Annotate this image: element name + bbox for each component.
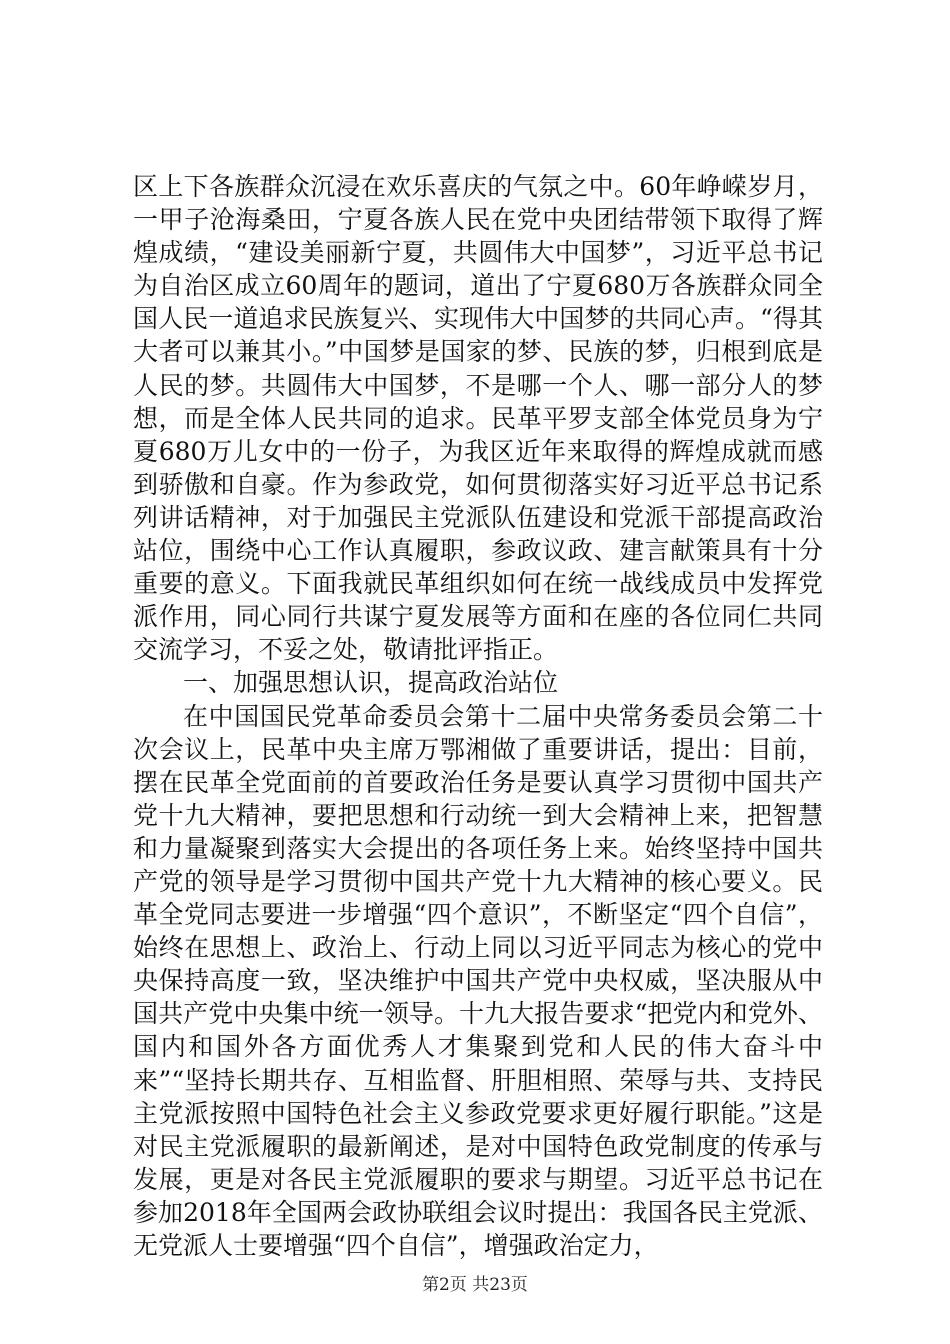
paragraph-1: 区上下各族群众沉浸在欢乐喜庆的气氛之中。60年峥嵘岁月，一甲子沧海桑田，宁夏各族人民在党中央团结带领下取得了辉煌成绩，“建设美丽新宁夏，共圆伟大中国梦”，习近平总书记为自治区成立60周年的题词，道出了宁夏680万各族群众同全国人民一道追求民族复兴、实现伟大中国梦的共同心声。“得其大者可以兼其小。”中国梦是国家的梦、民族的梦，归根到底是人民的梦。共圆伟大中国梦，不是哪一个人、哪一部分人的梦想，而是全体人民共同的追求。民革平罗支部全体党员身为宁夏680万儿女中的一份子，为我区近年来取得的辉煌成就而感到骄傲和自豪。作为参政党，如何贯彻落实好习近平总书记系列讲话精神，对于加强民主党派队伍建设和党派干部提高政治站位，围绕中心工作认真履职，参政议政、建言献策具有十分重要的意义。下面我就民革组织如何在统一战线成员中发挥党派作用，同心同行共谋宁夏发展等方面和在座的各位同仁共同交流学习，不妥之处，敬请批评指正。 xyxy=(133,172,823,665)
page-footer xyxy=(0,1270,950,1295)
paragraph-2: 在中国国民党革命委员会第十二届中央常务委员会第二十次会议上，民革中央主席万鄂湘做了重要讲话，提出：目前，摆在民革全党面前的首要政治任务是要认真学习贯彻中国共产党十九大精神，要把思想和行动统一到大会精神上来，把智慧和力量凝聚到落实大会提出的各项任务上来。始终坚持中国共产党的领导是学习贯彻中国共产党十九大精神的核心要义。民革全党同志要进一步增强“四个意识”，不断坚定“四个自信”，始终在思想上、政治上、行动上同以习近平同志为核心的党中央保持高度一致，坚决维护中国共产党中央权威，坚决服从中国共产党中央集中统一领导。十九大报告要求“把党内和党外、国内和国外各方面优秀人才集聚到党和人民的伟大奋斗中来”“坚持长期共存、互相监督、肝胆相照、荣辱与共、支持民主党派按照中国特色社会主义参政党要求更好履行职能。”这是对民主党派履职的最新阐述，是对中国特色政党制度的传承与发展，更是对各民主党派履职的要求与期望。习近平总书记在参加2018年全国两会政协联组会议时提出：我国各民主党派、无党派人士要增强“四个自信”，增强政治定力， xyxy=(133,701,823,1260)
page-indicator: 第2页 共23页 xyxy=(422,1275,528,1295)
section-heading-1: 一、加强思想认识，提高政治站位 xyxy=(183,668,559,698)
document-body xyxy=(133,170,823,1262)
